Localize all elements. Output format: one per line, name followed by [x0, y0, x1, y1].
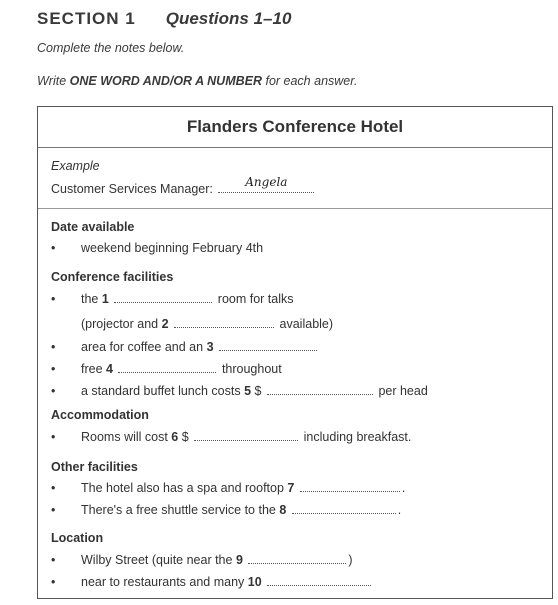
item-text: the: [81, 292, 102, 306]
heading-accommodation: Accommodation: [51, 408, 149, 422]
item-text: ): [348, 553, 353, 567]
bullet-icon: •: [51, 292, 56, 306]
bullet-icon: •: [51, 481, 56, 495]
answer-blank-8[interactable]: [292, 504, 396, 514]
other-item-1: [81, 481, 405, 495]
instruction-suffix: for each answer.: [262, 74, 358, 88]
example-answer-field: [218, 175, 314, 193]
example-line: [51, 175, 316, 196]
bullet-icon: •: [51, 340, 56, 354]
example-answer: Angela: [245, 175, 288, 189]
answer-blank-6[interactable]: [194, 431, 298, 441]
item-text: (projector and: [81, 317, 162, 331]
heading-other-facilities: Other facilities: [51, 460, 138, 474]
example-divider: [38, 208, 552, 209]
item-text: per head: [378, 384, 428, 398]
item-text: .: [397, 503, 402, 517]
item-text: The hotel also has a spa and rooftop: [81, 481, 288, 495]
question-number: 5: [244, 384, 252, 398]
question-number: 8: [279, 503, 287, 517]
answer-blank-7[interactable]: [300, 482, 400, 492]
question-number: 4: [106, 362, 113, 376]
currency-symbol: $: [254, 384, 262, 398]
item-text: near to restaurants and many: [81, 575, 248, 589]
item-text: There's a free shuttle service to the: [81, 503, 280, 517]
heading-location: Location: [51, 531, 104, 545]
answer-blank-2[interactable]: [174, 318, 274, 328]
other-item-2: [81, 503, 401, 517]
item-text: available): [279, 317, 334, 331]
conference-item-1b: [81, 317, 333, 331]
accommodation-item-1: [81, 430, 411, 444]
item-text: Wilby Street (quite near the: [81, 553, 236, 567]
bullet-icon: •: [51, 384, 56, 398]
conference-item-4: [81, 384, 428, 398]
item-text: .: [401, 481, 406, 495]
notes-title: Flanders Conference Hotel: [38, 107, 552, 148]
section-label: SECTION 1: [37, 9, 136, 28]
example-label: Example: [51, 159, 100, 173]
date-item: weekend beginning February 4th: [81, 241, 264, 255]
instruction-word-limit: [37, 74, 357, 88]
answer-blank-3[interactable]: [219, 341, 317, 351]
question-number: 9: [235, 553, 243, 567]
notes-box: [37, 106, 553, 599]
conference-item-3: [81, 362, 282, 376]
question-number: 1: [101, 292, 109, 306]
bullet-icon: •: [51, 575, 56, 589]
item-text: Rooms will cost: [81, 430, 172, 444]
question-number: 6: [171, 430, 179, 444]
item-text: throughout: [221, 362, 282, 376]
bullet-icon: •: [51, 503, 56, 517]
section-header: [37, 9, 291, 29]
item-text: including breakfast.: [303, 430, 412, 444]
item-text: room for talks: [217, 292, 294, 306]
question-number: 3: [206, 340, 214, 354]
questions-range: Questions 1–10: [165, 9, 292, 28]
item-text: free: [81, 362, 107, 376]
conference-item-1: [81, 292, 294, 306]
question-number: 7: [287, 481, 295, 495]
bullet-icon: •: [51, 362, 56, 376]
instruction-complete: Complete the notes below.: [37, 41, 185, 55]
location-item-1: [81, 553, 353, 567]
currency-symbol: $: [181, 430, 189, 444]
item-text: a standard buffet lunch costs: [81, 384, 245, 398]
example-text: Customer Services Manager:: [51, 182, 213, 196]
bullet-icon: •: [51, 430, 56, 444]
bullet-icon: •: [51, 553, 56, 567]
conference-item-2: [81, 340, 319, 354]
answer-blank-4[interactable]: [118, 363, 216, 373]
heading-date-available: Date available: [51, 220, 135, 234]
heading-conference-facilities: Conference facilities: [51, 270, 174, 284]
location-item-2: [81, 575, 373, 589]
answer-blank-1[interactable]: [114, 293, 212, 303]
instruction-prefix: Write: [37, 74, 70, 88]
answer-blank-5[interactable]: [267, 385, 373, 395]
question-number: 2: [161, 317, 169, 331]
bullet-icon: •: [51, 241, 56, 255]
question-number: 10: [247, 575, 262, 589]
answer-blank-9[interactable]: [248, 554, 346, 564]
answer-blank-10[interactable]: [267, 576, 371, 586]
item-text: area for coffee and an: [81, 340, 207, 354]
instruction-emphasis: ONE WORD AND/OR A NUMBER: [69, 74, 262, 88]
